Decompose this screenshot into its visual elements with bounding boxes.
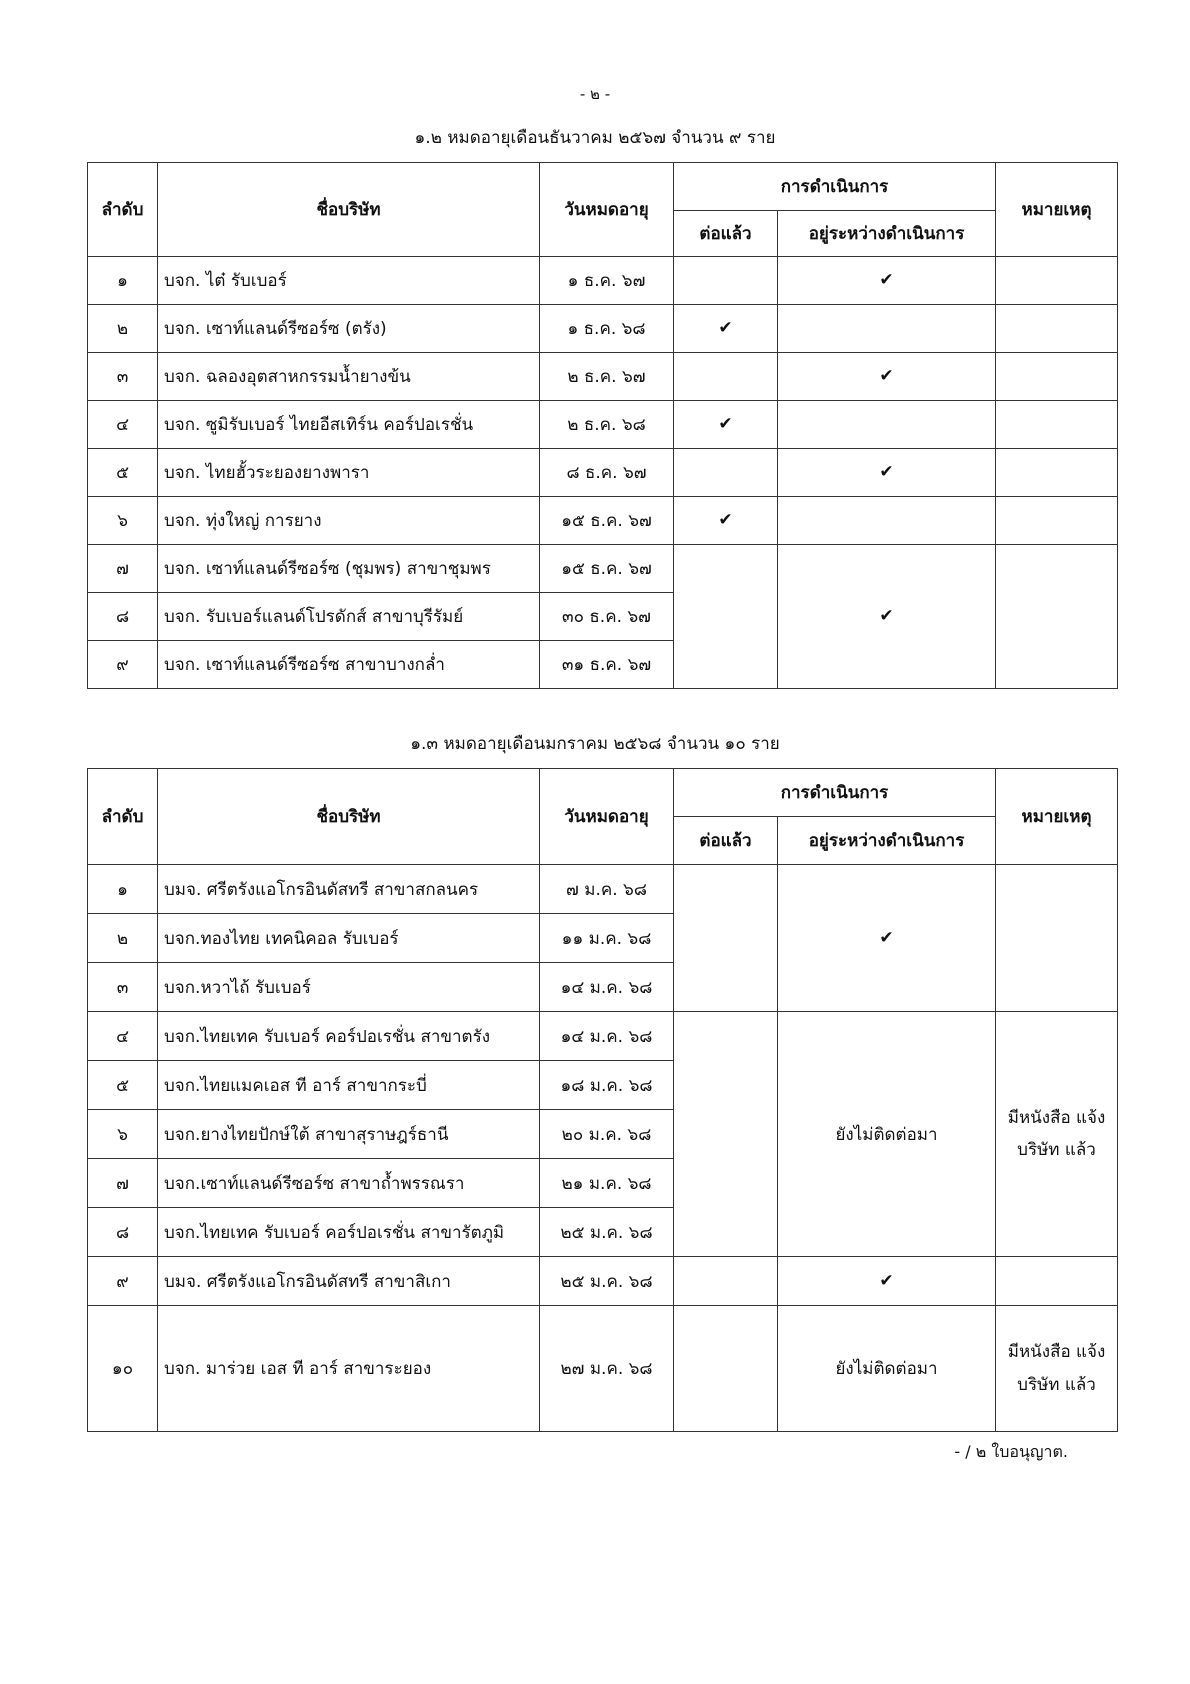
check-icon: ✔ — [778, 353, 996, 401]
company-name: บจก. ไต๋ รับเบอร์ — [158, 257, 540, 305]
expiry-date: ๓๑ ธ.ค. ๖๗ — [540, 641, 674, 689]
row-no: ๖ — [88, 1110, 158, 1159]
company-name: บจก. ทุ่งใหญ่ การยาง — [158, 497, 540, 545]
row-no: ๙ — [88, 1257, 158, 1306]
check-icon: ✔ — [778, 257, 996, 305]
remark-notified: มีหนังสือ แจ้งบริษัท แล้ว — [996, 1012, 1118, 1257]
row-no: ๒ — [88, 305, 158, 353]
header-in-progress: อยู่ระหว่างดำเนินการ — [778, 211, 996, 257]
expiry-date: ๒ ธ.ค. ๖๗ — [540, 353, 674, 401]
row-no: ๕ — [88, 1061, 158, 1110]
section-caption-january: ๑.๓ หมดอายุเดือนมกราคม ๒๕๖๘ จำนวน ๑๐ ราย — [410, 734, 780, 754]
company-name: บจก. เซาท์แลนด์รีซอร์ซ สาขาบางกล่ำ — [158, 641, 540, 689]
row-no: ๓ — [88, 963, 158, 1012]
expiry-date: ๑๘ ม.ค. ๖๘ — [540, 1061, 674, 1110]
table-row — [88, 1012, 1118, 1061]
company-name: บจก.เซาท์แลนด์รีซอร์ซ สาขาถ้ำพรรณรา — [158, 1159, 540, 1208]
expiry-date: ๒๗ ม.ค. ๖๘ — [540, 1306, 674, 1432]
expiry-date: ๓๐ ธ.ค. ๖๗ — [540, 593, 674, 641]
header-company: ชื่อบริษัท — [158, 163, 540, 257]
table-december-expiry — [87, 162, 1118, 689]
header-no: ลำดับ — [88, 769, 158, 865]
expiry-date: ๒๑ ม.ค. ๖๘ — [540, 1159, 674, 1208]
continuation-note: - / ๒ ใบอนุญาต. — [954, 1442, 1068, 1461]
header-company: ชื่อบริษัท — [158, 769, 540, 865]
table-row — [88, 1306, 1118, 1432]
company-name: บมจ. ศรีตรังแอโกรอินดัสทรี สาขาสิเกา — [158, 1257, 540, 1306]
row-no: ๑ — [88, 257, 158, 305]
company-name: บจก.ยางไทยปักษ์ใต้ สาขาสุราษฎร์ธานี — [158, 1110, 540, 1159]
row-no: ๓ — [88, 353, 158, 401]
expiry-date: ๑๑ ม.ค. ๖๘ — [540, 914, 674, 963]
expiry-date: ๒ ธ.ค. ๖๘ — [540, 401, 674, 449]
header-renewed: ต่อแล้ว — [674, 817, 778, 865]
row-no: ๒ — [88, 914, 158, 963]
row-no: ๖ — [88, 497, 158, 545]
row-no: ๔ — [88, 1012, 158, 1061]
status-not-contacted: ยังไม่ติดต่อมา — [778, 1012, 996, 1257]
expiry-date: ๑๕ ธ.ค. ๖๗ — [540, 545, 674, 593]
table-row — [88, 497, 1118, 545]
company-name: บจก. ซูมิรับเบอร์ ไทยอีสเทิร์น คอร์ปอเรชั่น — [158, 401, 540, 449]
row-no: ๔ — [88, 401, 158, 449]
company-name: บจก.ไทยเทค รับเบอร์ คอร์ปอเรชั่น สาขาตรัง — [158, 1012, 540, 1061]
header-renewed: ต่อแล้ว — [674, 211, 778, 257]
company-name: บจก. ฉลองอุตสาหกรรมน้ำยางข้น — [158, 353, 540, 401]
expiry-date: ๑๕ ธ.ค. ๖๗ — [540, 497, 674, 545]
check-icon: ✔ — [674, 497, 778, 545]
row-no: ๘ — [88, 1208, 158, 1257]
expiry-date: ๑ ธ.ค. ๖๘ — [540, 305, 674, 353]
header-in-progress: อยู่ระหว่างดำเนินการ — [778, 817, 996, 865]
company-name: บจก. เซาท์แลนด์รีซอร์ซ (ชุมพร) สาขาชุมพร — [158, 545, 540, 593]
company-name: บจก.หวาไถ้ รับเบอร์ — [158, 963, 540, 1012]
check-icon: ✔ — [778, 449, 996, 497]
company-name: บจก.ทองไทย เทคนิคอล รับเบอร์ — [158, 914, 540, 963]
expiry-date: ๑ ธ.ค. ๖๗ — [540, 257, 674, 305]
company-name: บจก.ไทยแมคเอส ที อาร์ สาขากระบี่ — [158, 1061, 540, 1110]
table-row — [88, 305, 1118, 353]
expiry-date: ๒๕ ม.ค. ๖๘ — [540, 1208, 674, 1257]
remark-notified: มีหนังสือ แจ้งบริษัท แล้ว — [996, 1306, 1118, 1432]
check-icon: ✔ — [674, 401, 778, 449]
table-row — [88, 353, 1118, 401]
check-icon: ✔ — [674, 305, 778, 353]
table-row — [88, 401, 1118, 449]
row-no: ๗ — [88, 545, 158, 593]
section-caption-december: ๑.๒ หมดอายุเดือนธันวาคม ๒๕๖๗ จำนวน ๙ ราย — [414, 128, 776, 148]
expiry-date: ๒๐ ม.ค. ๖๘ — [540, 1110, 674, 1159]
header-remark: หมายเหตุ — [996, 163, 1118, 257]
header-expiry: วันหมดอายุ — [540, 163, 674, 257]
header-action: การดำเนินการ — [674, 163, 996, 211]
check-icon: ✔ — [778, 865, 996, 1012]
table-january-expiry — [87, 768, 1118, 1432]
expiry-date: ๗ ม.ค. ๖๘ — [540, 865, 674, 914]
table-row — [88, 1257, 1118, 1306]
table-row — [88, 545, 1118, 593]
company-name: บมจ. ศรีตรังแอโกรอินดัสทรี สาขาสกลนคร — [158, 865, 540, 914]
header-no: ลำดับ — [88, 163, 158, 257]
status-not-contacted: ยังไม่ติดต่อมา — [778, 1306, 996, 1432]
expiry-date: ๘ ธ.ค. ๖๗ — [540, 449, 674, 497]
row-no: ๘ — [88, 593, 158, 641]
row-no: ๗ — [88, 1159, 158, 1208]
company-name: บจก. ไทยฮั้วระยองยางพารา — [158, 449, 540, 497]
table-row — [88, 449, 1118, 497]
check-icon: ✔ — [778, 1257, 996, 1306]
header-action: การดำเนินการ — [674, 769, 996, 817]
check-icon: ✔ — [778, 545, 996, 689]
expiry-date: ๒๕ ม.ค. ๖๘ — [540, 1257, 674, 1306]
row-no: ๙ — [88, 641, 158, 689]
expiry-date: ๑๔ ม.ค. ๖๘ — [540, 963, 674, 1012]
header-expiry: วันหมดอายุ — [540, 769, 674, 865]
page-number: - ๒ - — [579, 85, 611, 103]
table-row — [88, 257, 1118, 305]
row-no: ๕ — [88, 449, 158, 497]
company-name: บจก. มาร่วย เอส ที อาร์ สาขาระยอง — [158, 1306, 540, 1432]
row-no: ๑ — [88, 865, 158, 914]
company-name: บจก.ไทยเทค รับเบอร์ คอร์ปอเรชั่น สาขารัตภูมิ — [158, 1208, 540, 1257]
company-name: บจก. เซาท์แลนด์รีซอร์ซ (ตรัง) — [158, 305, 540, 353]
company-name: บจก. รับเบอร์แลนด์โปรดักส์ สาขาบุรีรัมย์ — [158, 593, 540, 641]
row-no: ๑๐ — [88, 1306, 158, 1432]
expiry-date: ๑๔ ม.ค. ๖๘ — [540, 1012, 674, 1061]
table-row — [88, 865, 1118, 914]
header-remark: หมายเหตุ — [996, 769, 1118, 865]
